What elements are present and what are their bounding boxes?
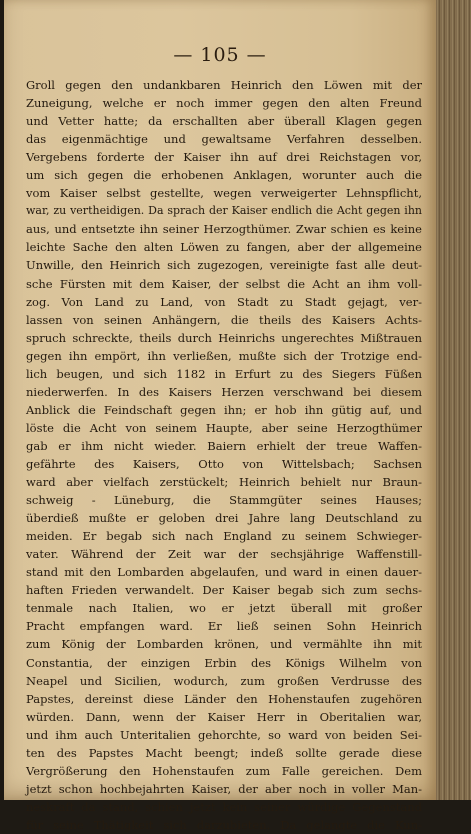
text-line: lassen von seinen Anhängern, die theils des Kaisers Achts-: [26, 312, 422, 327]
text-line: war, zu vertheidigen. Da sprach der Kaiser endlich die Acht gegen ihn: [26, 204, 422, 218]
text-line: Groll gegen den undankbaren Heinrich den Löwen mit der: [26, 78, 422, 92]
text-line: meiden. Er begab sich nach England zu seinem Schwieger-: [26, 529, 422, 544]
text-line: schweig - Lüneburg, die Stammgüter seines Hauses;: [26, 493, 422, 508]
text-line: haften Frieden verwandelt. Der Kaiser begab sich zum sechs-: [26, 583, 422, 598]
text-line: würden. Dann, wenn der Kaiser Herr in Oberitalien war,: [26, 709, 422, 724]
text-line: leichte Sache den alten Löwen zu fangen, aber der allgemeine: [26, 240, 422, 255]
text-line: gegen ihn empört, ihn verließen, mußte sich der Trotzige end-: [26, 348, 422, 363]
text-line: vom Kaiser selbst gestellte, wegen verweigerter Lehnspflicht,: [26, 186, 422, 201]
text-line: gab er ihm nicht wieder. Baiern erhielt der treue Waffen-: [26, 438, 422, 453]
text-line: Papstes, dereinst diese Länder den Hohenstaufen zugehören: [26, 691, 422, 706]
text-line: Zuneigung, welche er noch immer gegen den alten Freund: [26, 96, 422, 111]
text-line: jetzt schon hochbejahrten Kaiser, der aber noch in voller Man-: [26, 781, 422, 796]
text-line: ward aber vielfach zerstückelt; Heinrich behielt nur Braun-: [26, 475, 422, 490]
text-line: vater. Während der Zeit war der sechsjährige Waffenstill-: [26, 547, 422, 562]
text-line: und ihm auch Unteritalien gehorchte, so ward von beiden Sei-: [26, 727, 422, 742]
text-line: niederwerfen. In des Kaisers Herzen verschwand bei diesem: [26, 384, 422, 399]
text-line: Vergrößerung den Hohenstaufen zum Falle gereichen. Dem: [26, 763, 422, 778]
text-line: spruch schreckte, theils durch Heinrichs ungerechtes Mißtrauen: [26, 330, 422, 345]
text-line: das eigenmächtige und gewaltsame Verfahren desselben.: [26, 132, 422, 147]
body-text: [26, 76, 422, 834]
text-line: überdieß mußte er geloben drei Jahre lang Deutschland zu: [26, 511, 422, 526]
text-line: löste die Acht von seinem Haupte, aber seine Herzogthümer: [26, 420, 422, 435]
text-line: Unwille, den Heinrich sich zugezogen, vereinigte fast alle deut-: [26, 258, 422, 273]
text-line: um sich gegen die erhobenen Anklagen, worunter auch die: [26, 168, 422, 183]
text-line: aus, und entsetzte ihn seiner Herzogthümer. Zwar schien es keine: [26, 222, 422, 237]
page-number: — 105 —: [173, 44, 267, 66]
page-sheet: [4, 0, 436, 832]
text-line: lich beugen, und sich 1182 in Erfurt zu des Siegers Füßen: [26, 366, 422, 381]
page-edges: [436, 0, 471, 800]
text-line: Neapel und Sicilien, wodurch, zum großen Verdrusse des: [26, 673, 422, 688]
text-line: und Vetter hatte; da erschallten aber überall Klagen gegen: [26, 114, 422, 129]
text-line: stand mit den Lombarden abgelaufen, und ward in einen dauer-: [26, 565, 422, 580]
text-line: gefährte des Kaisers, Otto von Wittelsbach; Sachsen: [26, 456, 422, 471]
text-line: zum König der Lombarden krönen, und vermählte ihn mit: [26, 637, 422, 652]
text-line: Pracht empfangen ward. Er ließ seinen Sohn Heinrich: [26, 619, 422, 634]
text-line: ten des Papstes Macht beengt; indeß sollte gerade diese: [26, 745, 422, 760]
text-line: tenmale nach Italien, wo er jetzt überall mit großer: [26, 601, 422, 616]
text-line: Constantia, der einzigen Erbin des Königs Wilhelm von: [26, 655, 422, 670]
text-line: Vergebens forderte der Kaiser ihn auf drei Reichstagen vor,: [26, 150, 422, 165]
text-line: neskraft da stand, schien jetzt kein seiner würdige Gegenstand: [26, 799, 422, 814]
text-line: zog. Von Land zu Land, von Stadt zu Stadt gejagt, ver-: [26, 294, 422, 309]
text-line: Anblick die Feindschaft gegen ihn; er hob ihn gütig auf, und: [26, 402, 422, 417]
text-line: für seine Thätigkeit sich darzubieten. Da gelangte die Kun-: [26, 817, 422, 832]
text-line: sche Fürsten mit dem Kaiser, der selbst die Acht an ihm voll-: [26, 276, 422, 291]
